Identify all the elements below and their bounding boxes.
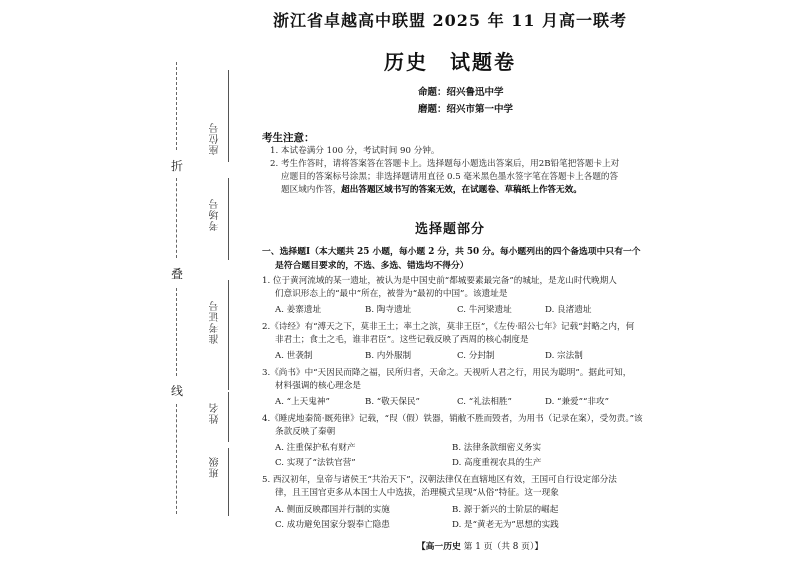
question-4-option-a[interactable]: A. 注重保护私有财产 bbox=[275, 443, 356, 453]
question-2-line-1: 2.《诗经》有“溥天之下，莫非王土；率土之滨，莫非王臣”，《左传·昭公七年》记载“封略之内，何 bbox=[262, 322, 635, 332]
name-line bbox=[228, 392, 229, 442]
exam-title: 浙江省卓越高中联盟 2025 年 11 月高一联考 bbox=[272, 11, 628, 30]
notice-item-2-line-2: 应题目的答案标号涂黑；非选择题请用直径 0.5 毫米黑色墨水签字笔在答题卡上各题的答 bbox=[281, 172, 619, 182]
name-field[interactable] bbox=[200, 392, 240, 442]
notice-item-2-line-3 bbox=[281, 184, 582, 197]
question-5-line-2: 律，且王国官吏多从本国士人中选拔，治理模式呈现“从俗”特征。这一现象 bbox=[275, 488, 559, 498]
exam-subtitle: 历史 试题卷 bbox=[384, 50, 516, 74]
fold-word-2: 叠 bbox=[171, 267, 184, 281]
admission-number-label: 准考证号 bbox=[210, 300, 221, 344]
question-2-option-b[interactable]: B. 内外服制 bbox=[365, 351, 412, 361]
question-5-option-a[interactable]: A. 侧面反映郡国并行制的实施 bbox=[275, 505, 390, 515]
class-field[interactable] bbox=[200, 448, 240, 516]
question-3-option-d[interactable]: D. “兼爱”“非攻” bbox=[545, 397, 609, 407]
question-1-option-a[interactable]: A. 姜寨遗址 bbox=[275, 305, 322, 315]
proposer-credit: 命题：绍兴鲁迅中学 bbox=[418, 87, 504, 98]
question-3-option-c[interactable]: C. “礼法相胜” bbox=[457, 397, 512, 407]
seat-number-line bbox=[228, 70, 229, 162]
exam-room-line bbox=[228, 178, 229, 260]
section-intro-line-1: 一、选择题Ⅰ（本大题共 25 小题，每小题 2 分，共 50 分。每小题列出的四个备选项中只有一个 bbox=[262, 247, 641, 257]
question-5-option-d[interactable]: D. 是“黄老无为”思想的实践 bbox=[452, 520, 559, 530]
class-label: 班级 bbox=[210, 456, 221, 478]
section-intro-line-2: 是符合题目要求的，不选、多选、错选均不得分） bbox=[275, 261, 469, 271]
question-4-line-1: 4.《睡虎地秦简·厩苑律》记载，“叚（假）铁器，销敝不胜而毁者，为用书（记录在案），受勿责。”该 bbox=[262, 414, 643, 424]
question-3-line-1: 3.《尚书》中“天因民而降之福，民所归者，天命之。天视听人君之行，用民为聪明”。据此可知， bbox=[262, 368, 632, 378]
question-2-option-a[interactable]: A. 世袭制 bbox=[275, 351, 313, 361]
question-5-option-b[interactable]: B. 源于新兴的士阶层的崛起 bbox=[452, 505, 559, 515]
admission-number-line bbox=[228, 280, 229, 390]
question-2-option-c[interactable]: C. 分封制 bbox=[457, 351, 495, 361]
fold-dashed-line-1 bbox=[176, 62, 177, 150]
fold-dashed-line-3 bbox=[176, 288, 177, 376]
section-title: 选择题部分 bbox=[414, 222, 485, 237]
notice-title: 考生注意： bbox=[262, 132, 315, 144]
question-5-line-1: 5. 西汉初年，皇帝与诸侯王“共治天下”，汉朝法律仅在直辖地区有效，王国可自行设定部分法 bbox=[262, 475, 617, 485]
reviewer-credit: 磨题：绍兴市第一中学 bbox=[418, 104, 514, 115]
exam-room-field[interactable] bbox=[200, 178, 240, 260]
fold-word-3: 线 bbox=[171, 384, 184, 398]
page-footer bbox=[380, 539, 580, 552]
fold-word-1: 折 bbox=[171, 159, 184, 173]
exam-room-label: 考场号 bbox=[210, 198, 221, 231]
question-1-option-b[interactable]: B. 陶寺遗址 bbox=[365, 305, 412, 315]
question-4-option-d[interactable]: D. 高度重视农具的生产 bbox=[452, 458, 542, 468]
footer-page-number: 第 1 页（共 8 页）】 bbox=[463, 542, 544, 552]
question-1-option-d[interactable]: D. 良渚遗址 bbox=[545, 305, 592, 315]
fold-dashed-line-2 bbox=[176, 178, 177, 258]
admission-number-field[interactable] bbox=[200, 280, 240, 390]
class-line bbox=[228, 448, 229, 516]
notice-emphasis-text: 超出答题区域书写的答案无效，在试题卷、草稿纸上作答无效。 bbox=[341, 185, 582, 195]
notice-item-1: 1. 本试卷满分 100 分，考试时间 90 分钟。 bbox=[270, 146, 440, 156]
question-2-line-2: 非君土；食土之毛，谁非君臣”。这些记载反映了西周的核心制度是 bbox=[275, 335, 529, 345]
question-3-line-2: 材料强调的核心理念是 bbox=[275, 381, 361, 391]
question-1-line-1: 1. 位于黄河流域的某一遗址，被认为是中国史前“都城要素最完备”的城址，是龙山时代晚期人 bbox=[262, 276, 617, 286]
question-5-option-c[interactable]: C. 成功避免国家分裂奉亡隐患 bbox=[275, 520, 390, 530]
question-1-option-c[interactable]: C. 牛河梁遗址 bbox=[457, 305, 512, 315]
notice-item-2-line-1: 2. 考生作答时，请将答案答在答题卡上。选择题每小题选出答案后，用2B铅笔把答题卡上对 bbox=[270, 159, 620, 169]
seat-number-label: 座位号 bbox=[210, 122, 221, 155]
question-3-option-a[interactable]: A. “上天鬼神” bbox=[275, 397, 330, 407]
seat-number-field[interactable] bbox=[200, 70, 240, 162]
question-2-option-d[interactable]: D. 宗法制 bbox=[545, 351, 583, 361]
question-4-line-2: 条款反映了秦朝 bbox=[275, 427, 336, 437]
notice-lead-text: 题区域内作答， bbox=[281, 185, 342, 195]
question-3-option-b[interactable]: B. “敬天保民” bbox=[365, 397, 420, 407]
fold-dashed-line-4 bbox=[176, 404, 177, 514]
name-label: 姓名 bbox=[210, 402, 221, 424]
question-4-option-b[interactable]: B. 法律条款细密义务实 bbox=[452, 443, 542, 453]
question-1-line-2: 们意识形态上的“最中”所在，被誉为“最初的中国”。该遗址是 bbox=[275, 289, 508, 299]
question-4-option-c[interactable]: C. 实现了“法铁官营” bbox=[275, 458, 356, 468]
footer-subject: 【高一历史 bbox=[416, 542, 461, 552]
